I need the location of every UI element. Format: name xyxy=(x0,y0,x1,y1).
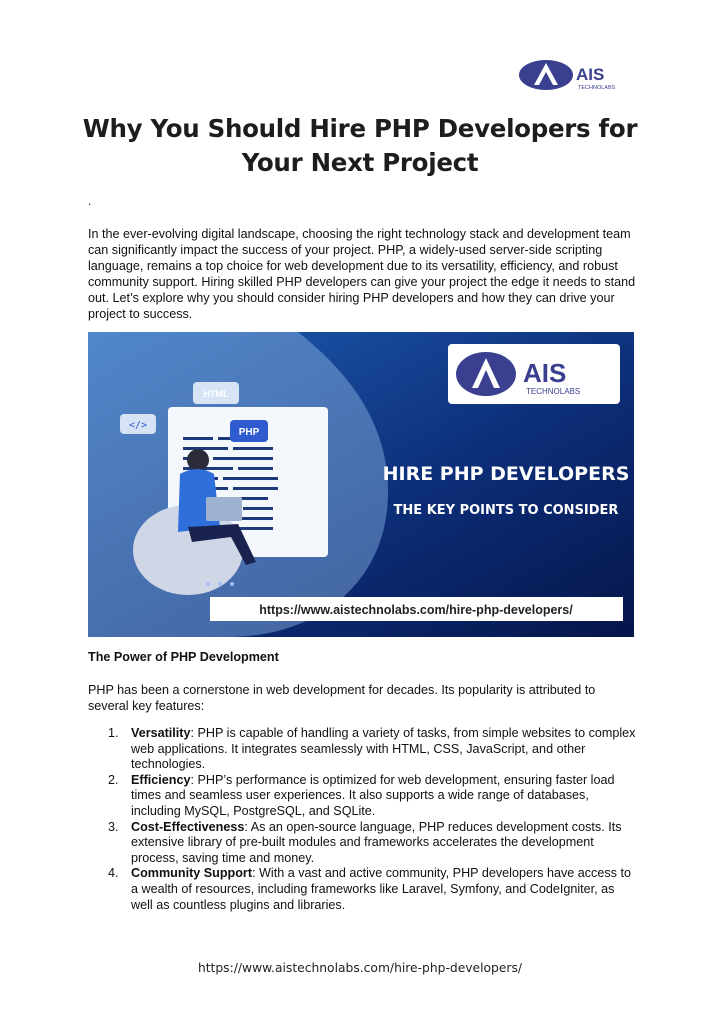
intro-paragraph: In the ever-evolving digital landscape, choosing the right technology stack and development team can significantly impact the success of your project. PHP, a widely-used server-side scripting language, remains a top choice for web development due to its versatility, efficiency, and robust community support. Hiring skilled PHP developers can give your project the edge it needs to stand out. Let’s explore why you should consider hiring PHP developers and how they can drive your project to success. xyxy=(88,227,636,321)
list-number: 4. xyxy=(108,866,119,881)
feature-text: : With a vast and active community, PHP developers have access to a wealth of resources, including frameworks like Laravel, Symfony, and CodeIgniter, as well as countless plugins and libraries. xyxy=(131,866,631,912)
title-line-1: Why You Should Hire PHP Developers for xyxy=(82,114,638,143)
title-line-2: Your Next Project xyxy=(241,148,479,177)
list-item xyxy=(88,820,636,867)
page-title xyxy=(60,112,660,180)
html-tag-label: HTML xyxy=(203,389,229,399)
feature-term: Cost-Effectiveness xyxy=(131,819,245,834)
section-intro: PHP has been a cornerstone in web development for decades. Its popularity is attributed to several key features: xyxy=(88,683,596,713)
php-tag-label: PHP xyxy=(238,427,260,438)
feature-term: Versatility xyxy=(131,726,191,740)
logo-brand: AIS xyxy=(576,65,605,84)
feature-text: : PHP is capable of handling a variety of tasks, from simple websites to complex web applications. It integrates seamlessly with HTML, CSS, JavaScript, and other technologies. xyxy=(131,726,636,772)
feature-text: : PHP’s performance is optimized for web development, ensuring faster load times and seamless user experiences. It also supports a wide range of databases, including MySQL, PostgreSQL, and SQLite. xyxy=(131,772,615,818)
laptop xyxy=(206,497,242,521)
feature-term: Community Support xyxy=(131,866,253,881)
list-item xyxy=(88,726,636,773)
person-head xyxy=(187,449,209,471)
banner-logo-brand: AIS xyxy=(523,358,567,388)
ais-technolabs-logo xyxy=(518,58,630,92)
code-tag-label: </> xyxy=(128,420,148,431)
list-number: 1. xyxy=(108,726,119,740)
list-item xyxy=(88,773,636,820)
banner-logo-sub: TECHNOLABS xyxy=(526,387,581,396)
logo-sub: TECHNOLABS xyxy=(578,85,616,91)
list-item xyxy=(88,866,636,913)
footer-url: https://www.aistechnolabs.com/hire-php-developers/ xyxy=(197,961,523,975)
feature-list xyxy=(88,726,636,913)
banner-url: https://www.aistechnolabs.com/hire-php-developers/ xyxy=(259,603,573,617)
banner-subheading: THE KEY POINTS TO CONSIDER xyxy=(393,503,619,518)
feature-term: Efficiency xyxy=(131,772,191,787)
list-number: 3. xyxy=(108,819,119,834)
banner-heading: HIRE PHP DEVELOPERS xyxy=(382,463,630,485)
list-number: 2. xyxy=(108,772,119,787)
feature-text: : As an open-source language, PHP reduces development costs. Its extensive library of pre-built modules and frameworks accelerates the development process, saving time and money. xyxy=(131,819,622,865)
hire-php-developers-banner xyxy=(88,332,634,637)
stray-dot: . xyxy=(88,194,92,208)
section-heading: The Power of PHP Development xyxy=(88,650,279,664)
